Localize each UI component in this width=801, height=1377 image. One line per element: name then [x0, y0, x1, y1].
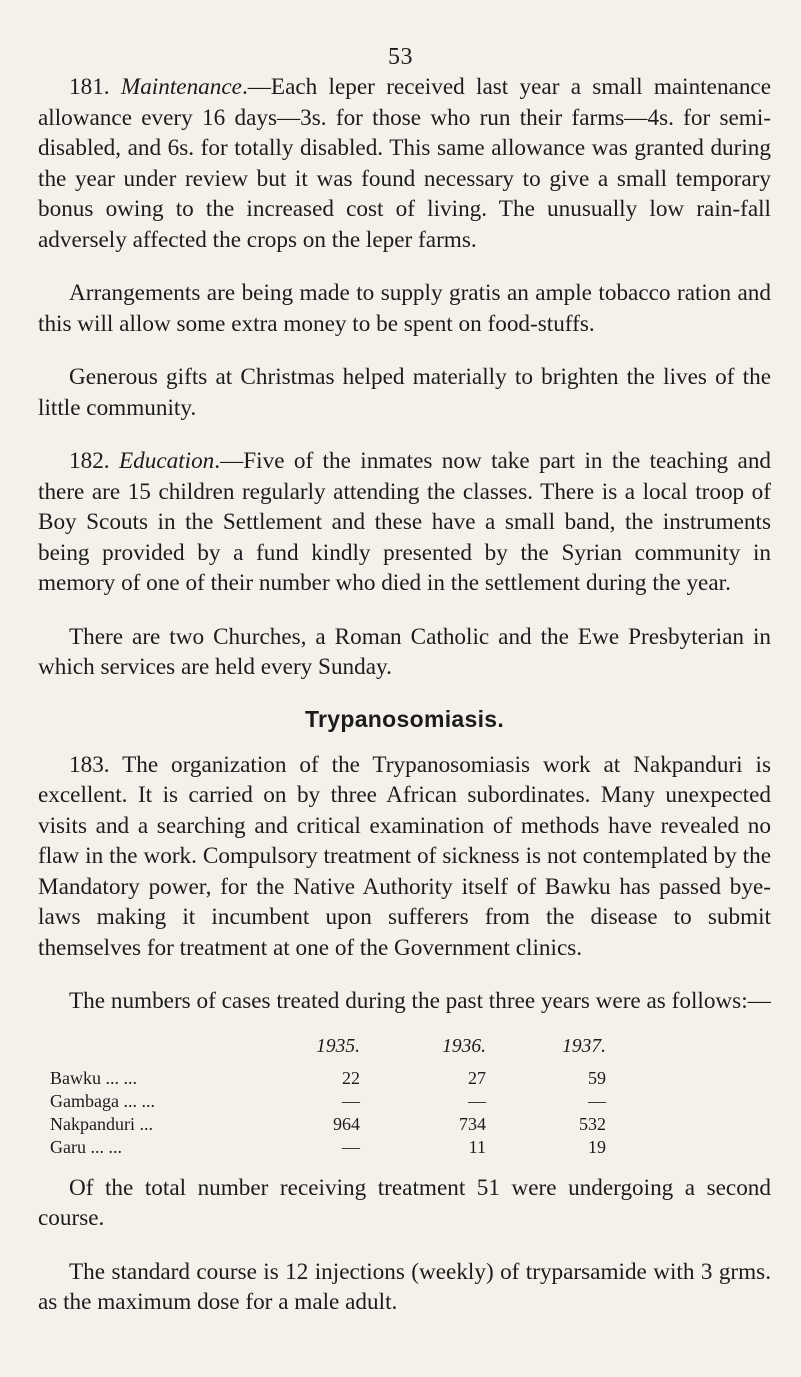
cell-1936: 11 — [468, 1136, 486, 1157]
section-title-maintenance: Maintenance — [120, 74, 242, 100]
paragraph-182-education — [38, 446, 771, 599]
paragraph-text: .—Each leper received last year a small maintenance allowance every 16 days—3s. for those who run their farms—4s. for semi-disabled, and 6s. for totally disabled. This same allowance was granted during the year under review but it was found necessary to give a small temporary bonus owing to the increased cost of living. The unusually low rain-fall adversely affected the crops on the leper farms. — [38, 74, 772, 253]
paragraph-183: 183. The organization of the Trypanosomiasis work at Nakpanduri is excellent. It is carried on by three African subordinates. Many unexpected visits and a searching and critical examination of methods have revealed no flaw in the work. Compulsory treatment of sickness is not contemplated by the Mandatory power, for the Native Authority itself of Bawku has passed bye-laws making it incumbent upon sufferers from the disease to submit themselves for treatment at one of the Government clinics. — [38, 751, 771, 961]
header-place — [50, 1035, 270, 1067]
cell-1936: 27 — [468, 1067, 486, 1088]
cases-table — [50, 1035, 606, 1159]
cell-1937: 19 — [588, 1136, 606, 1157]
paragraph-numbers-intro: The numbers of cases treated during the past three years were as follows:— — [69, 988, 771, 1014]
header-year-1937: 1937. — [562, 1035, 606, 1057]
cell-1937: 59 — [588, 1067, 606, 1088]
cell-1935: 964 — [333, 1113, 360, 1134]
paragraph-number: 182. — [69, 448, 119, 474]
cell-1937: 532 — [579, 1113, 606, 1134]
page-number: 53 — [388, 44, 413, 70]
row-place: Gambaga ... ... — [50, 1090, 155, 1111]
table-row — [50, 1067, 606, 1090]
header-year-1935: 1935. — [316, 1035, 360, 1057]
table-row — [50, 1113, 606, 1136]
cases-table-header — [50, 1035, 606, 1067]
paragraph-tobacco: Arrangements are being made to supply gratis an ample tobacco ration and this will allow some extra money to be spent on food-stuffs. — [38, 280, 771, 337]
cell-1936: 734 — [459, 1113, 486, 1134]
paragraph-text: .—Five of the inmates now take part in the teaching and there are 15 children regularly attending the classes. There is a local troop of Boy Scouts in the Settlement and these have a small band, the instruments being provided by a fund kindly presented by the Syrian community in memory of one of their number who died in the settlement during the year. — [38, 448, 772, 596]
row-place: Garu ... ... — [50, 1136, 122, 1157]
cell-1935: 22 — [342, 1067, 360, 1088]
table-row — [50, 1136, 606, 1159]
cell-1935: — — [342, 1136, 360, 1157]
paragraph-christmas: Generous gifts at Christmas helped materially to brighten the lives of the little community. — [38, 364, 771, 421]
page-body — [38, 72, 771, 1341]
paragraph-number: 181. — [69, 74, 121, 100]
cell-1935: — — [342, 1090, 360, 1111]
section-title-education: Education — [118, 448, 215, 474]
table-row — [50, 1090, 606, 1113]
paragraph-second-course: Of the total number receiving treatment 51 were undergoing a second course. — [38, 1174, 771, 1231]
row-place: Bawku ... ... — [50, 1067, 137, 1088]
header-year-1936: 1936. — [442, 1035, 486, 1057]
cell-1937: — — [588, 1090, 606, 1111]
row-place: Nakpanduri ... — [50, 1113, 153, 1134]
paragraph-churches: There are two Churches, a Roman Catholic and the Ewe Presbyterian in which services are held every Sunday. — [38, 623, 771, 680]
paragraph-standard-course: The standard course is 12 injections (weekly) of tryparsamide with 3 grms. as the maximum dose for a male adult. — [38, 1258, 771, 1315]
cell-1936: — — [468, 1090, 486, 1111]
paragraph-181-maintenance — [38, 72, 771, 255]
section-heading-trypanosomiasis: Trypanosomiasis. — [304, 705, 505, 732]
